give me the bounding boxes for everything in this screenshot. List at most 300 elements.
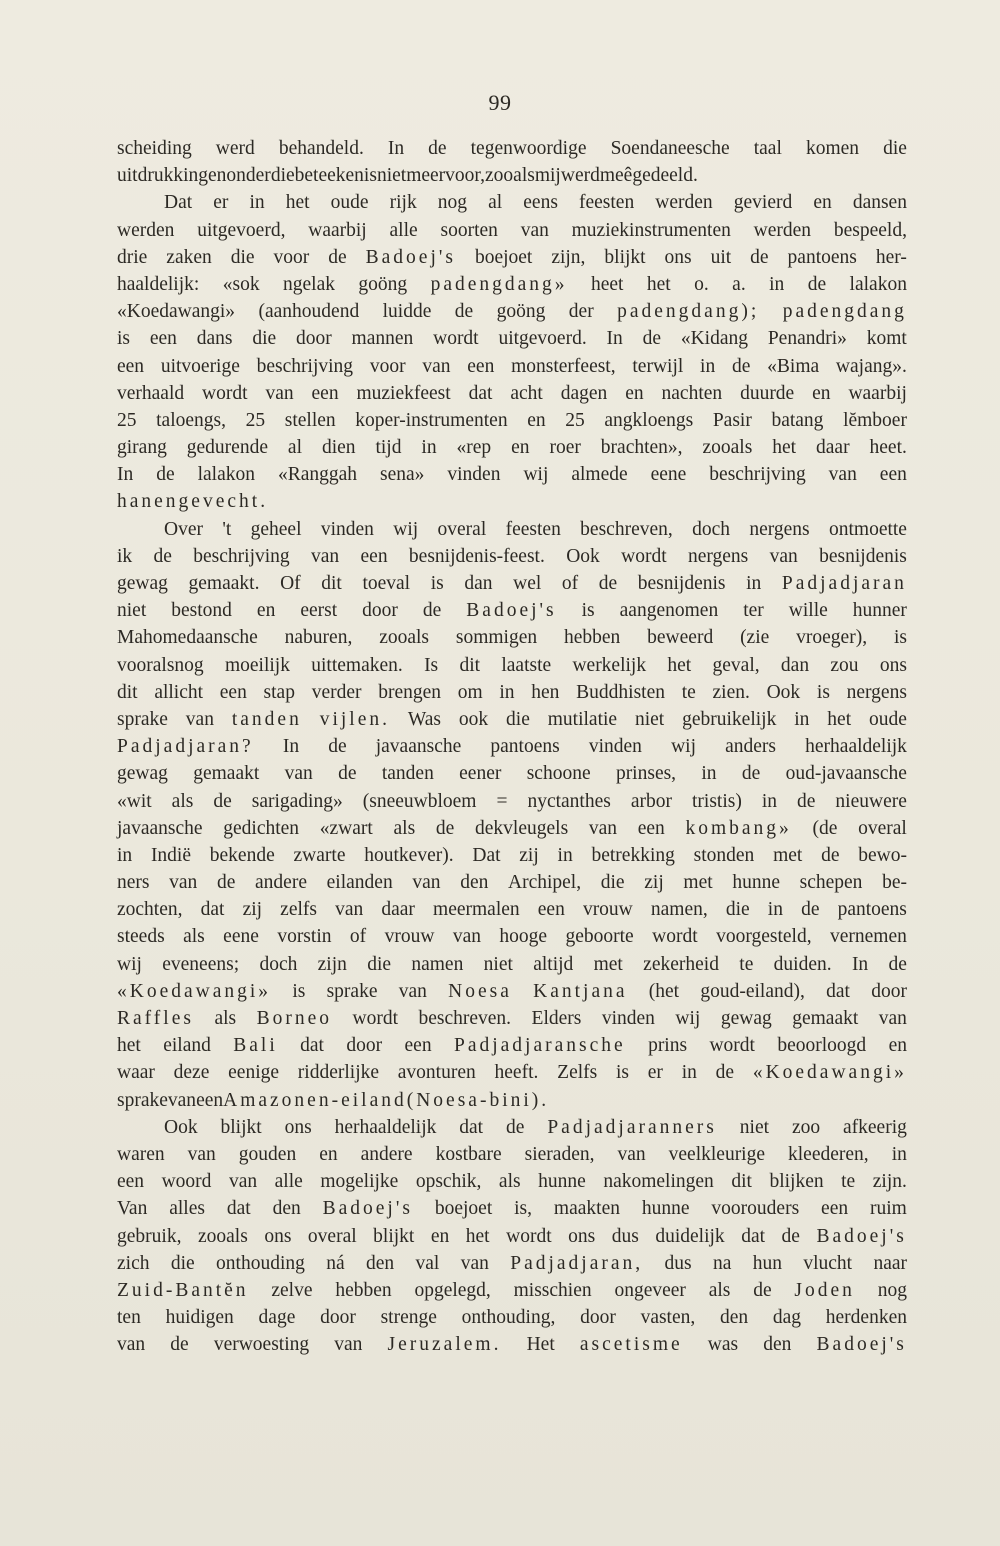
text-word: ná <box>326 1252 345 1274</box>
text-line <box>117 597 907 624</box>
text-word: die <box>270 165 295 187</box>
text-word: van <box>167 1089 197 1111</box>
text-word: wordt <box>352 1008 398 1029</box>
text-word: uittemaken. <box>311 654 403 676</box>
text-word: sarigading» <box>251 790 343 812</box>
text-word: die <box>170 1252 195 1274</box>
text-line <box>117 1331 907 1358</box>
text-word: werden <box>753 219 812 241</box>
text-word: tristis) <box>692 790 742 812</box>
text-line <box>117 380 907 407</box>
text-word: angkloengs <box>604 409 694 431</box>
text-line <box>117 733 907 760</box>
text-word: niet <box>117 600 147 622</box>
text-word: in <box>681 1062 697 1084</box>
text-word: zooals <box>485 165 535 187</box>
text-word: geval, <box>712 654 760 676</box>
text-word: ten <box>117 1307 141 1329</box>
text-word: nieuwere <box>835 790 907 812</box>
text-word: houtkever). <box>364 844 454 866</box>
text-word: ons <box>879 654 907 676</box>
text-word: van <box>520 219 549 241</box>
text-word: stonden <box>693 844 755 866</box>
text-word: hunne <box>538 1171 586 1193</box>
text-line <box>117 869 907 896</box>
text-line <box>117 1168 907 1195</box>
text-word: dat <box>826 980 850 1002</box>
text-word: een <box>360 545 388 567</box>
text-word: vrouw <box>582 899 633 921</box>
text-word: het <box>772 437 797 459</box>
text-word: «wit <box>117 790 152 812</box>
text-word: van <box>117 1334 146 1356</box>
text-word: «Bima <box>767 355 820 377</box>
text-word: de <box>598 573 618 594</box>
text-word: monsterfeest, <box>511 355 616 377</box>
text-word: eerst <box>300 600 338 622</box>
text-word: acht <box>510 382 543 404</box>
text-line <box>117 1223 907 1250</box>
text-word: boejoet <box>434 1198 493 1220</box>
text-word: heet <box>590 273 624 295</box>
text-word: vroeger), <box>796 627 868 649</box>
text-word: wordt <box>202 382 248 404</box>
text-word: Soendaneesche <box>610 138 730 159</box>
text-word: padengdang <box>782 301 907 323</box>
body-text <box>117 135 907 1358</box>
text-word: is <box>581 600 595 622</box>
text-word: Buddhisten <box>576 681 665 703</box>
text-line <box>117 1250 907 1277</box>
text-word: wordt <box>709 1035 755 1057</box>
text-word: overal <box>858 817 907 839</box>
text-word: gebruik, <box>117 1225 182 1247</box>
text-word: zochten, <box>117 899 183 921</box>
text-word: bespeeld, <box>833 219 907 241</box>
text-word: van <box>412 872 441 894</box>
text-word: hunner <box>852 600 907 622</box>
text-word: opschik, <box>415 1171 482 1193</box>
text-word: rijk <box>389 192 417 214</box>
text-word: onthouding, <box>461 1307 556 1329</box>
text-line <box>117 244 907 271</box>
text-line <box>117 624 907 651</box>
text-word: ons <box>264 1225 292 1247</box>
text-word: prins <box>648 1035 688 1057</box>
text-word: gemaakt <box>792 1008 859 1029</box>
text-word: vernemen <box>830 926 907 948</box>
text-word: sprake <box>117 708 168 730</box>
text-line <box>117 189 907 216</box>
text-word: luidde <box>382 301 432 323</box>
text-line <box>117 652 907 679</box>
text-word: vooralsnog <box>117 654 204 676</box>
text-word: heet. <box>869 437 907 459</box>
text-word: een <box>117 355 145 377</box>
text-word: Raffles <box>117 1008 194 1029</box>
text-word: te <box>841 1171 856 1193</box>
text-word: mutilatie <box>547 708 618 730</box>
text-word: Indië <box>150 844 192 866</box>
text-word: gedichten <box>223 817 300 839</box>
text-word: ons <box>568 1225 596 1247</box>
text-word: de <box>781 1225 800 1247</box>
text-word: 25 <box>117 409 137 431</box>
text-word: hanengevecht. <box>117 491 269 513</box>
text-word: a. <box>732 273 746 295</box>
text-word: zooals <box>702 437 753 459</box>
text-word: dat <box>200 899 225 921</box>
text-word: wij <box>671 736 696 758</box>
text-line <box>117 1304 907 1331</box>
text-word: vlucht <box>803 1252 853 1274</box>
text-word: sena» <box>380 464 425 486</box>
text-word: meêgedeeld. <box>599 165 698 187</box>
text-word: dat <box>459 1116 484 1138</box>
text-word: feesten <box>505 518 561 540</box>
text-word: dagen <box>560 382 608 404</box>
text-word: als <box>708 1279 731 1301</box>
text-word: laatste <box>501 654 552 676</box>
text-word: (aanhoudend <box>258 301 360 323</box>
text-word: Is <box>424 654 439 676</box>
text-word: in <box>761 790 778 812</box>
text-word: in <box>769 273 785 295</box>
text-word: ik <box>117 545 133 567</box>
text-word: dien <box>321 437 356 459</box>
text-word: met <box>593 953 623 975</box>
text-word: val <box>415 1252 440 1274</box>
text-word: drie <box>117 246 148 268</box>
text-word: uitgevoerd, <box>197 219 286 241</box>
text-line <box>117 896 907 923</box>
text-word: is <box>292 980 306 1002</box>
text-word: mogelijke <box>320 1171 399 1193</box>
text-word: als <box>393 817 416 839</box>
text-line <box>117 978 907 1005</box>
text-word: den <box>460 872 489 894</box>
text-word: Mahomedaansche <box>117 627 258 649</box>
text-word: = <box>496 790 508 812</box>
text-word: ners <box>117 872 150 894</box>
text-word: de <box>435 817 455 839</box>
text-word: (zie <box>740 627 770 649</box>
text-word: pantoens <box>490 736 560 758</box>
text-word: Archipel, <box>508 872 582 894</box>
text-word: roer <box>549 437 581 459</box>
text-word: Padjadjaran, <box>510 1252 644 1274</box>
text-word: als <box>171 790 194 812</box>
text-word: ridderlijke <box>297 1062 380 1084</box>
text-line <box>117 217 907 244</box>
text-word: muziekinstrumenten <box>571 219 731 241</box>
text-word: van <box>187 1143 216 1165</box>
text-word: besnijdenis <box>819 545 907 567</box>
text-word: al <box>488 192 503 214</box>
text-word: die <box>367 953 392 975</box>
text-word: beschrijving <box>709 464 806 486</box>
text-word: stellen <box>284 409 336 431</box>
text-word: namen, <box>650 899 708 921</box>
text-word: gedurende <box>186 437 268 459</box>
text-word: goöng <box>358 273 408 295</box>
text-word: eenige <box>228 1062 280 1084</box>
text-word: misschien <box>513 1279 592 1301</box>
text-word: maakten <box>553 1198 620 1220</box>
text-word: In <box>606 328 623 350</box>
text-word: te <box>739 953 754 975</box>
text-word: Padjadjaranners <box>547 1116 717 1138</box>
text-word: dat <box>300 1035 324 1057</box>
text-word: die <box>725 899 750 921</box>
text-word: er <box>647 1062 663 1084</box>
text-word: van <box>452 926 481 948</box>
text-word: in <box>746 573 762 594</box>
text-word: de <box>428 138 447 159</box>
text-word: overal <box>437 518 487 540</box>
text-word: Kantjana <box>533 980 628 1002</box>
text-word: Over <box>164 518 203 540</box>
text-word: gevierd <box>733 192 793 214</box>
text-word: wij <box>393 518 419 540</box>
text-word: tanden <box>381 763 434 785</box>
text-word: gemaakt <box>193 763 260 785</box>
text-word: waren <box>117 1143 165 1165</box>
text-word: kombang» <box>685 817 792 839</box>
text-word: als <box>183 926 205 948</box>
text-word: dans <box>196 328 233 350</box>
text-word: aangenomen <box>619 600 719 622</box>
text-word: de <box>731 355 751 377</box>
text-word: een <box>821 1198 849 1220</box>
text-word: padengdang); <box>617 301 760 323</box>
text-word: vinden <box>447 464 501 486</box>
text-word: waar <box>117 1062 155 1084</box>
text-word: goöng <box>496 301 546 323</box>
text-word: Ook <box>566 545 600 567</box>
text-word: hooge <box>499 926 548 948</box>
text-word: hunne <box>641 1198 690 1220</box>
text-word: daar <box>816 437 850 459</box>
text-word: zwarte <box>293 844 346 866</box>
text-word: meer <box>406 165 446 187</box>
text-word: beweerd <box>647 627 714 649</box>
text-word: door <box>580 1307 616 1329</box>
text-word: beschreven, <box>580 518 673 540</box>
text-word: de <box>422 600 442 622</box>
text-word: ongeveer <box>614 1279 686 1301</box>
page-number: 99 <box>488 90 512 115</box>
text-word: dat <box>741 1225 766 1247</box>
text-word: de <box>216 872 236 894</box>
text-word: doch <box>692 518 730 540</box>
text-word: zich <box>117 1252 150 1274</box>
text-word: ngelak <box>283 273 335 295</box>
text-word: In <box>387 138 405 159</box>
text-word: het <box>827 708 852 730</box>
text-word: van <box>265 382 294 404</box>
text-word: van <box>169 872 198 894</box>
text-word: Pasir <box>712 409 752 431</box>
text-word: «Kidang <box>680 328 748 350</box>
text-word: oude <box>330 192 369 214</box>
text-line <box>117 162 907 189</box>
text-word: niet <box>634 708 665 730</box>
text-word: de <box>454 301 474 323</box>
text-word: javaansche <box>375 736 462 758</box>
text-line <box>117 570 907 597</box>
text-word: strenge <box>380 1307 437 1329</box>
text-word: ascetisme <box>579 1334 683 1356</box>
text-word: moeilijk <box>224 654 290 676</box>
text-word: komen <box>805 138 860 159</box>
text-word: de <box>888 953 907 975</box>
text-word: sieraden, <box>524 1143 595 1165</box>
text-word: nergens <box>749 518 810 540</box>
text-word: door <box>320 1307 356 1329</box>
text-word: de <box>807 273 827 295</box>
text-word: van <box>422 355 451 377</box>
text-word: «Koedawangi» <box>117 301 236 323</box>
text-word: de <box>797 790 816 812</box>
text-word: zelfs <box>280 899 317 921</box>
text-word: mannen <box>351 328 414 350</box>
text-word: is, <box>514 1198 533 1220</box>
text-word: Zuid-Bantĕn <box>117 1279 249 1301</box>
text-word: hebben <box>335 1279 392 1301</box>
text-word: Penandri» <box>767 328 847 350</box>
text-word: alles <box>169 1198 205 1220</box>
text-word: overal <box>307 1225 357 1247</box>
text-word: meermalen <box>433 899 520 921</box>
text-word: waarbij <box>308 219 367 241</box>
text-word: als <box>214 1008 237 1029</box>
text-word: naburen, <box>284 627 353 649</box>
text-word: vrouw <box>384 926 435 948</box>
text-word: vorstin <box>277 926 332 948</box>
text-word: zou <box>830 654 859 676</box>
text-word: Badoej's <box>816 1334 907 1356</box>
text-word: eene <box>223 926 259 948</box>
text-word: komt <box>866 328 907 350</box>
text-word: «sok <box>222 273 260 295</box>
text-word: de <box>801 899 820 921</box>
text-word: van <box>878 1008 907 1029</box>
text-word: de <box>328 736 347 758</box>
text-word: eener <box>459 763 502 785</box>
text-word: de <box>328 246 347 268</box>
text-word: oude <box>869 708 907 730</box>
text-word: blijkt <box>220 1116 262 1138</box>
text-word: zijn. <box>872 1171 907 1193</box>
text-word: bestond <box>171 600 232 622</box>
text-word: ter <box>743 600 764 622</box>
text-word: zij <box>242 899 263 921</box>
text-word: verwoesting <box>213 1334 310 1356</box>
text-line <box>117 1005 907 1032</box>
text-word: o. <box>694 273 709 295</box>
text-word: In <box>282 736 300 758</box>
text-word: en <box>888 1035 907 1057</box>
text-word: die <box>600 872 625 894</box>
text-word: opgelegd, <box>414 1279 491 1301</box>
text-word: er <box>213 192 229 214</box>
text-word: koper-instrumenten <box>355 409 508 431</box>
text-word: gewag <box>720 1008 772 1029</box>
text-word: is <box>430 573 444 594</box>
text-word: de <box>506 1116 525 1138</box>
text-word: herhaaldelijk <box>334 1116 437 1138</box>
text-word: (sneeuwbloem <box>362 790 477 812</box>
text-word: is <box>117 328 131 350</box>
text-word: naar <box>873 1252 907 1274</box>
text-word: brachten», <box>600 437 683 459</box>
text-word: zooals <box>379 627 430 649</box>
text-word: Dat <box>472 844 501 866</box>
text-word: wordt <box>621 545 667 567</box>
text-word: niet <box>483 953 513 975</box>
text-word: niet <box>739 1116 770 1138</box>
text-word: Badoej's <box>466 600 557 622</box>
text-word: namen <box>411 953 464 975</box>
text-word: om <box>457 681 483 703</box>
text-word: be- <box>882 872 907 894</box>
text-word: dag <box>772 1307 802 1329</box>
text-line <box>117 815 907 842</box>
text-line <box>117 842 907 869</box>
text-word: taal <box>753 138 782 159</box>
text-word: Zelfs <box>557 1062 598 1084</box>
text-word: scheiding <box>117 138 192 159</box>
text-word: Bali <box>233 1035 278 1057</box>
text-line <box>117 407 907 434</box>
text-word: dus <box>611 1225 639 1247</box>
text-word: de <box>338 763 357 785</box>
text-word: sprake <box>326 980 378 1002</box>
text-word: dekvleugels <box>475 817 569 839</box>
text-word: eilanden <box>326 872 393 894</box>
text-word: gemaakt. <box>188 573 260 594</box>
text-word: steeds <box>117 926 165 948</box>
text-word: van <box>617 1143 646 1165</box>
text-word: een <box>149 328 177 350</box>
text-word: voor <box>273 246 310 268</box>
text-word: beschreven. <box>418 1008 512 1029</box>
text-word: dit <box>117 681 138 703</box>
text-word: niet <box>376 165 407 187</box>
text-word: van <box>334 1334 363 1356</box>
text-word: javaansche <box>117 817 203 839</box>
text-word: der <box>568 301 594 323</box>
text-word: wij <box>117 953 142 975</box>
text-word: boejoet <box>474 246 533 268</box>
text-word: voor <box>369 355 406 377</box>
text-word: vinden <box>588 736 642 758</box>
text-word: woord <box>161 1171 212 1193</box>
text-word: den <box>366 1252 395 1274</box>
text-word: Badoej's <box>816 1225 907 1247</box>
text-word: andere <box>255 872 307 894</box>
text-word: blijkt <box>604 246 646 268</box>
text-word: een <box>311 382 339 404</box>
text-word: lalakon <box>849 273 907 295</box>
text-word: lĕmboer <box>843 409 907 431</box>
text-word: 25 <box>565 409 585 431</box>
text-word: doch <box>259 953 298 975</box>
text-word: en <box>812 382 831 404</box>
text-word: wille <box>788 600 828 622</box>
text-word: vijlen. <box>319 708 391 730</box>
